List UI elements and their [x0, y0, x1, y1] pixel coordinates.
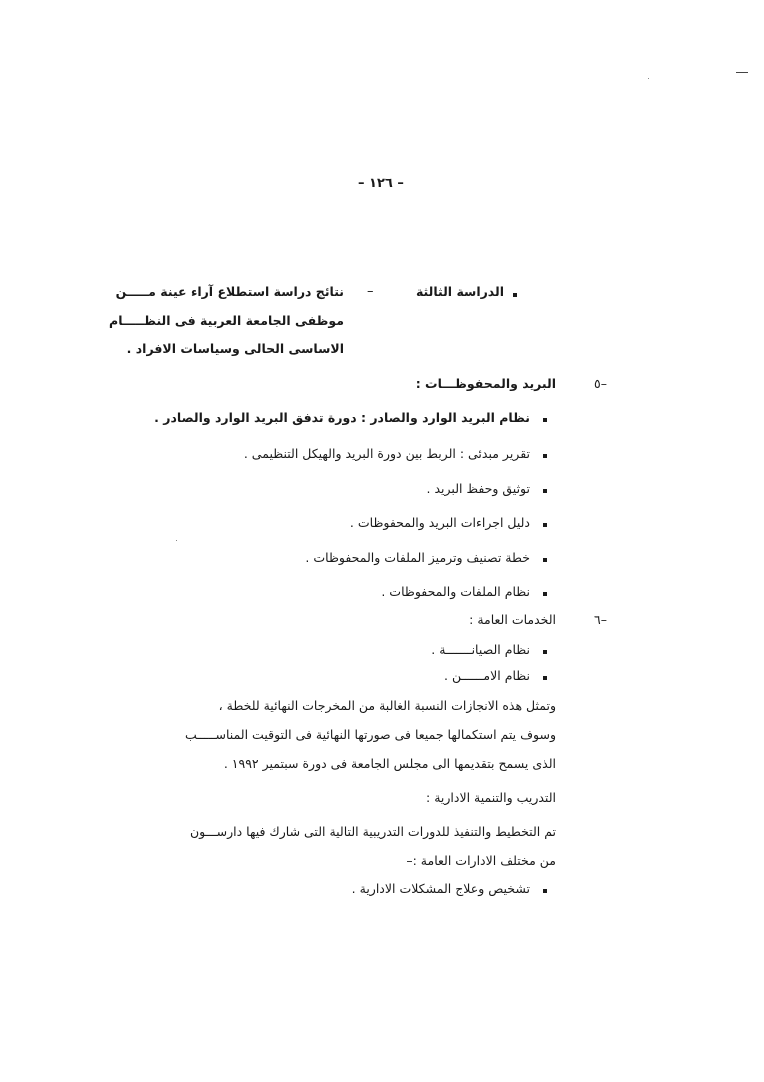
section6-title: الخدمات العامة :: [469, 612, 556, 627]
bullet-icon: [543, 558, 547, 562]
section5-item: نظام البريد الوارد والصادر : دورة تدفق البريد الوارد والصادر .: [154, 410, 530, 425]
study-line-3: الاساسى الحالى وسياسات الافراد .: [126, 341, 344, 356]
training-line-2: من مختلف الادارات العامة :–: [406, 853, 556, 868]
section6-item: نظام الامــــــن .: [444, 668, 530, 683]
bullet-icon: [543, 592, 547, 596]
bullet-icon: [513, 293, 517, 297]
study-line-1: نتائج دراسة استطلاع آراء عينة مـــــن: [115, 284, 344, 299]
study-label: الدراسة الثالثة: [415, 284, 504, 299]
section5-item: نظام الملفات والمحفوظات .: [381, 584, 530, 599]
training-item: تشخيص وعلاج المشكلات الادارية .: [351, 881, 530, 896]
paragraph-line-1: وتمثل هذه الانجازات النسبة الغالبة من المخرجات النهائية للخطة ،: [218, 698, 556, 713]
section5-item: تقرير مبدئى : الربط بين دورة البريد والهيكل التنظيمى .: [243, 446, 530, 461]
section6-number: ٦–: [594, 612, 607, 627]
section5-item: خطة تصنيف وترميز الملفات والمحفوظات .: [305, 550, 530, 565]
section6-item: نظام الصيانـــــــة .: [431, 642, 530, 657]
scan-speck: [176, 540, 177, 541]
scan-speck: [648, 78, 649, 79]
section5-item: توثيق وحفظ البريد .: [426, 481, 530, 496]
bullet-icon: [543, 418, 547, 422]
section5-item: دليل اجراءات البريد والمحفوظات .: [349, 515, 530, 530]
study-line-2: موظفى الجامعة العربية فى النظـــــام: [109, 313, 344, 328]
bullet-icon: [543, 650, 547, 654]
scan-mark: [736, 72, 748, 73]
paragraph-line-2: وسوف يتم استكمالها جميعا فى صورتها النهائية فى التوقيت المناســـــب: [184, 727, 556, 742]
page-number: – ١٢٦ –: [358, 176, 404, 191]
section5-number: ٥–: [594, 376, 607, 391]
bullet-icon: [543, 489, 547, 493]
bullet-icon: [543, 889, 547, 893]
section5-title: البريد والمحفوظـــات :: [415, 376, 556, 391]
bullet-icon: [543, 454, 547, 458]
bullet-icon: [543, 676, 547, 680]
training-line-1: تم التخطيط والتنفيذ للدورات التدريبية التالية التى شارك فيها دارســـون: [189, 824, 556, 839]
training-title: التدريب والتنمية الادارية :: [426, 790, 556, 805]
paragraph-line-3: الذى يسمح بتقديمها الى مجلس الجامعة فى دورة سبتمير ١٩٩٢ .: [223, 756, 556, 771]
study-dash: –: [367, 284, 374, 299]
bullet-icon: [543, 523, 547, 527]
